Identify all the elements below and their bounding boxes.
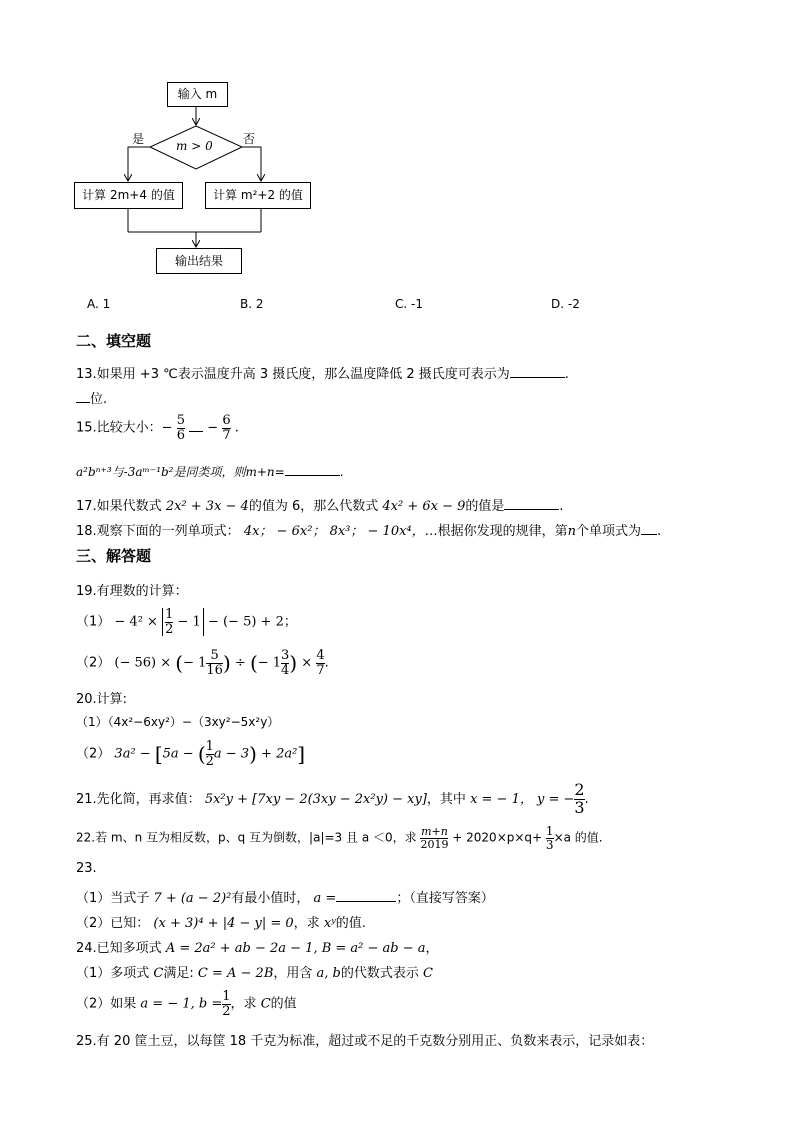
question-20-part-1: （1）（4x²−6xy²）−（3xy²−5x²y） <box>76 715 280 729</box>
flow-yes-label: 是 <box>132 132 145 146</box>
question-24-part-2: （2）如果 a = − 1, b = $\frac{1}{2}$ ，求 C的值 <box>76 989 297 1019</box>
question-14-tail: 位. <box>76 388 107 407</box>
question-13: 13.如果用 +3 ℃表示温度升高 3 摄氏度，那么温度降低 2 摄氏度可表示为 . <box>76 367 569 382</box>
flow-input-box: 输入 m <box>167 82 228 107</box>
flow-output-box: 输出结果 <box>156 248 242 274</box>
question-15: 15.比较大小：− $\frac{5}{6}$ − $\frac{6}{7}$ . <box>76 413 239 443</box>
question-25: 25.有 20 筐土豆，以每筐 18 千克为标准，超过或不足的千克数分别用正、负数来表示，记录如表： <box>76 1034 654 1049</box>
option-c: C. -1 <box>395 297 423 311</box>
section-fill-blank-title: 二、填空题 <box>76 332 152 350</box>
question-21: 21.先化简，再求值： 5x²y + [7xy − 2(3xy − 2x²y) − xy]，其中 x = − 1， y = − $\frac{2}{3}$ . <box>76 780 589 817</box>
question-24-part-1: （1）多项式 C满足: C = A − 2B，用含 a, b的代数式表示 C <box>76 966 433 981</box>
option-d: D. -2 <box>551 297 580 311</box>
question-20-title: 20.计算: <box>76 692 128 707</box>
question-23-title: 23. <box>76 861 97 876</box>
question-19-part-1: （1） − 4² × $\frac{1}{2}$ − 1 − (− 5) + 2； <box>76 607 297 637</box>
question-19-part-2: （2） (− 56) × (− 1 $\frac{5}{16}$ ) ÷ (− 1 $\frac{3}{4}$ ) × $\frac{4}{7}$ . <box>76 648 329 678</box>
option-b: B. 2 <box>240 297 264 311</box>
question-19-title: 19.有理数的计算： <box>76 584 188 599</box>
question-16: a²bⁿ⁺³与-3aᵐ⁻¹b²是同类项，则m+n= . <box>76 465 344 479</box>
section-answer-title: 三、解答题 <box>76 547 152 565</box>
question-17: 17.如果代数式 2x² + 3x − 4的值为 6，那么代数式 4x² + 6x − 9的值是 . <box>76 499 564 514</box>
flow-condition: m > 0 <box>176 139 213 153</box>
flow-left-box: 计算 2m+4 的值 <box>74 182 183 209</box>
question-23-part-2: （2）已知： (x + 3)⁴ + |4 − y| = 0，求 xʸ的值. <box>76 916 366 931</box>
option-a: A. 1 <box>87 297 111 311</box>
question-23-part-1: （1）当式子 7 + (a − 2)²有最小值时， a = ；（直接写答案） <box>76 891 494 906</box>
question-20-part-2: （2） 3a² − [5a − ( $\frac{1}{2}$ a − 3) + 2a²] <box>76 739 306 769</box>
flow-no-label: 否 <box>243 132 256 146</box>
question-22: 22.若 m、n 互为相反数，p、q 互为倒数，|a|=3 且 a ＜0，求 $\frac{m+n}{2019}$ + 2020×p×q+ $\frac{1}{3}$ ×a 的值. <box>76 824 603 852</box>
question-18: 18.观察下面的一列单项式： 4x； − 6x²； 8x³； − 10x⁴，…根据你发现的规律，第n个单项式为 . <box>76 524 662 539</box>
flow-right-box: 计算 m²+2 的值 <box>205 182 311 209</box>
question-24-title: 24.已知多项式 A = 2a² + ab − 2a − 1, B = a² − ab − a， <box>76 941 439 956</box>
